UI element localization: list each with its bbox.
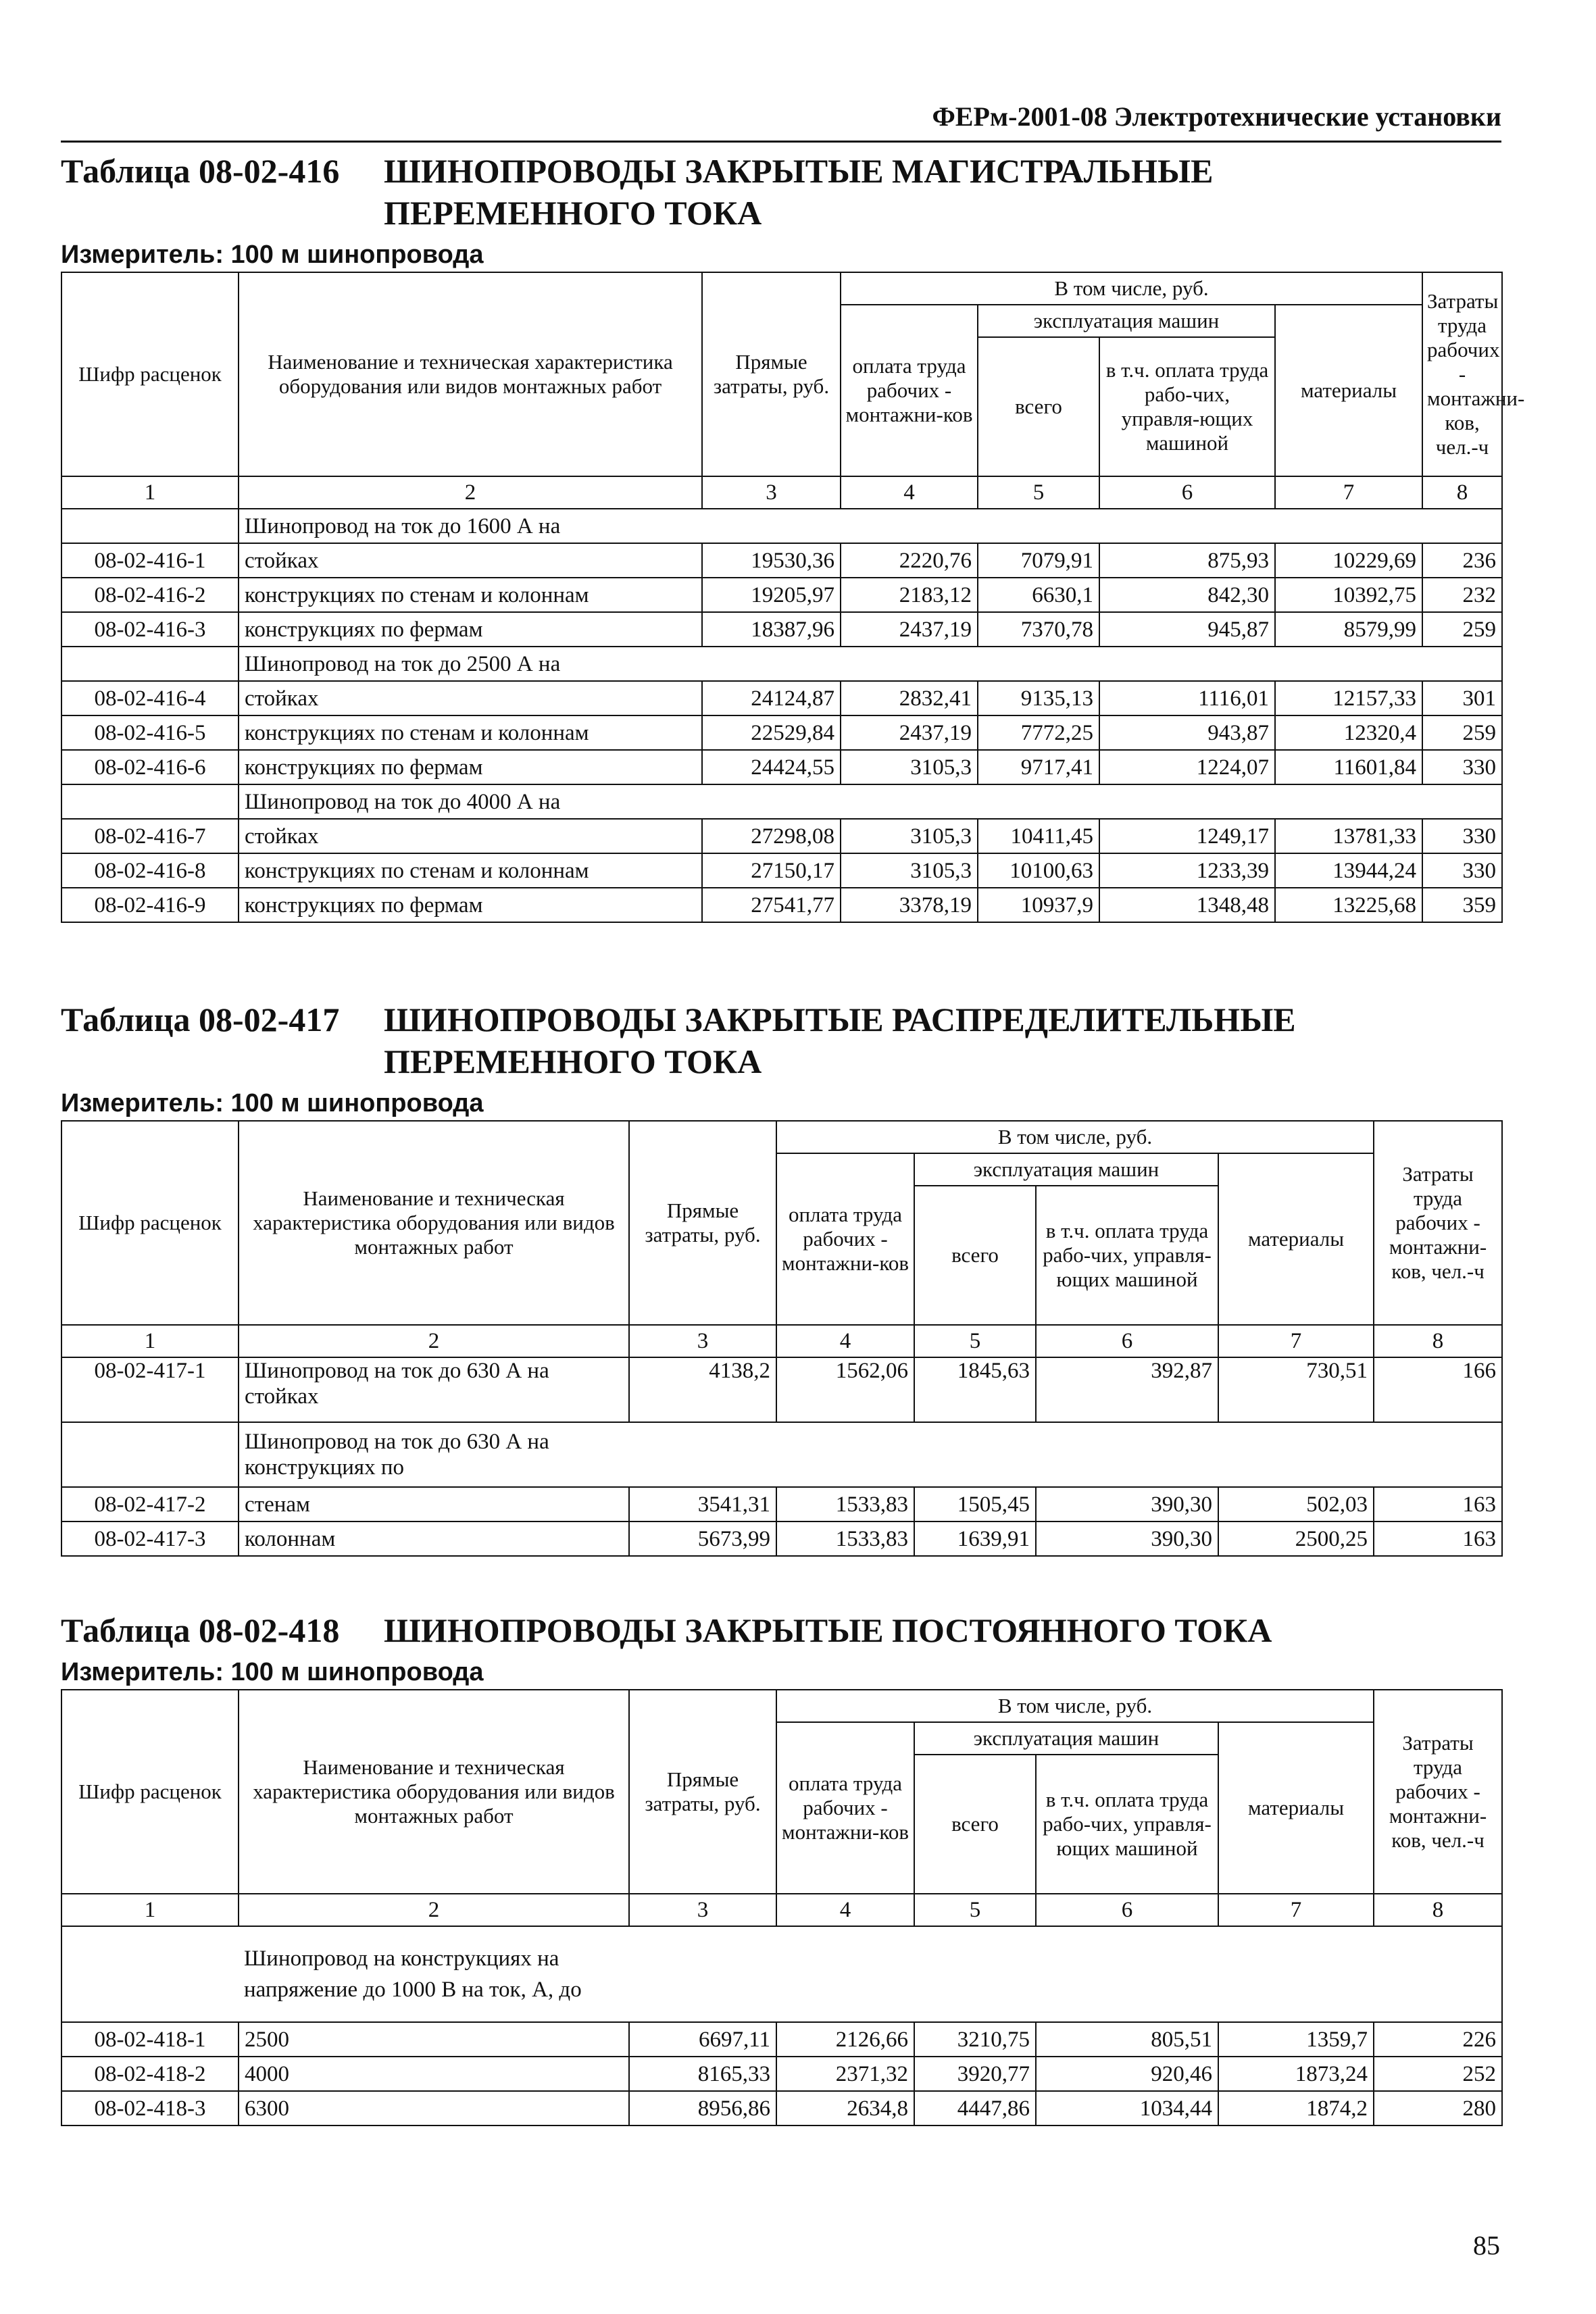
- col-header-drivers: в т.ч. оплата труда рабо-чих, управля-ющих машиной: [1036, 1755, 1218, 1894]
- cell-name: стенам: [239, 1487, 629, 1521]
- cell-hours: 166: [1374, 1357, 1502, 1422]
- table-meter: Измеритель: 100 м шинопровода: [61, 1658, 484, 1686]
- cell-machines: 9135,13: [978, 681, 1099, 715]
- cell-drivers: 1249,17: [1099, 819, 1275, 853]
- cell-hours: 252: [1374, 2057, 1502, 2091]
- table-name: ШИНОПРОВОДЫ ЗАКРЫТЫЕ МАГИСТРАЛЬНЫЕ ПЕРЕМЕННОГО ТОКА: [384, 152, 1214, 232]
- col-header-including: В том числе, руб.: [776, 1121, 1374, 1153]
- col-number: 6: [1099, 476, 1275, 509]
- cell-materials: 730,51: [1218, 1357, 1374, 1422]
- group-label: Шинопровод на конструкциях на напряжение до 1000 В на ток, А, до: [239, 1926, 629, 2022]
- table-row: [61, 1357, 1502, 1422]
- cell-direct: 24124,87: [702, 681, 841, 715]
- cell-machines: 7370,78: [978, 612, 1099, 647]
- cell-labor: 2126,66: [776, 2022, 914, 2057]
- cell-name: конструкциях по стенам и колоннам: [239, 578, 702, 612]
- table-row: [61, 888, 1502, 922]
- cell-machines: 10411,45: [978, 819, 1099, 853]
- table-name: ШИНОПРОВОДЫ ЗАКРЫТЫЕ РАСПРЕДЕЛИТЕЛЬНЫЕ ПЕРЕМЕННОГО ТОКА: [384, 1001, 1296, 1080]
- col-number: 8: [1374, 1325, 1502, 1357]
- group-row: [61, 647, 1502, 681]
- cell-drivers: 875,93: [1099, 543, 1275, 578]
- col-header-materials: материалы: [1275, 305, 1422, 476]
- table-row: [61, 1487, 1502, 1521]
- col-header-direct: Прямые затраты, руб.: [629, 1690, 776, 1894]
- cell-materials: 502,03: [1218, 1487, 1374, 1521]
- cell-hours: 163: [1374, 1487, 1502, 1521]
- col-header-code: Шифр расценок: [61, 1121, 239, 1325]
- col-header-hours: Затраты труда рабочих - монтажни-ков, чел.-ч: [1374, 1121, 1502, 1325]
- col-header-drivers: в т.ч. оплата труда рабо-чих, управля-ющих машиной: [1036, 1186, 1218, 1325]
- cell-hours: 259: [1422, 612, 1502, 647]
- col-header-machines: эксплуатация машин: [978, 305, 1275, 337]
- group-label: Шинопровод на ток до 4000 А на: [239, 784, 1502, 819]
- table-row: [61, 2091, 1502, 2126]
- col-header-name: Наименование и техническая характеристика оборудования или видов монтажных работ: [239, 272, 702, 476]
- cell-name: колоннам: [239, 1521, 629, 1556]
- cell-hours: 280: [1374, 2091, 1502, 2126]
- cell-hours: 330: [1422, 853, 1502, 888]
- cell-machines: 9717,41: [978, 750, 1099, 784]
- col-number: 3: [629, 1325, 776, 1357]
- cell-drivers: 943,87: [1099, 715, 1275, 750]
- cell-name: стойках: [239, 543, 702, 578]
- cell-drivers: 842,30: [1099, 578, 1275, 612]
- cell-name: Шинопровод на ток до 630 А на стойках: [239, 1357, 629, 1422]
- cell-name: 2500: [239, 2022, 629, 2057]
- col-header-code: Шифр расценок: [61, 272, 239, 476]
- col-number: 4: [776, 1894, 914, 1926]
- group-row: [61, 1422, 1502, 1487]
- cell-code: 08-02-417-1: [61, 1357, 239, 1422]
- table-row: [61, 819, 1502, 853]
- cell-machines: 10100,63: [978, 853, 1099, 888]
- col-number: 2: [239, 476, 702, 509]
- cell-direct: 18387,96: [702, 612, 841, 647]
- cell-materials: 12320,4: [1275, 715, 1422, 750]
- cell-hours: 236: [1422, 543, 1502, 578]
- cell-direct: 6697,11: [629, 2022, 776, 2057]
- col-number: 1: [61, 476, 239, 509]
- cell-direct: 3541,31: [629, 1487, 776, 1521]
- col-header-labor: оплата труда рабочих - монтажни-ков: [776, 1722, 914, 1894]
- table-code: Таблица 08-02-418: [61, 1611, 340, 1649]
- table-section-416: [61, 150, 1525, 923]
- col-header-including: В том числе, руб.: [776, 1690, 1374, 1722]
- table-section-418: [61, 1609, 1501, 2126]
- cell-materials: 1873,24: [1218, 2057, 1374, 2091]
- cell-name: 4000: [239, 2057, 629, 2091]
- cell-hours: 359: [1422, 888, 1502, 922]
- cell-direct: 5673,99: [629, 1521, 776, 1556]
- cell-materials: 13944,24: [1275, 853, 1422, 888]
- cell-code: 08-02-418-2: [61, 2057, 239, 2091]
- cell-materials: 8579,99: [1275, 612, 1422, 647]
- table-title: [61, 999, 1501, 1088]
- col-number: 8: [1422, 476, 1502, 509]
- group-row: [61, 509, 1502, 543]
- cell-hours: 330: [1422, 750, 1502, 784]
- table-title: [61, 1609, 1501, 1657]
- page-number: 85: [1473, 2230, 1500, 2261]
- cell-direct: 27541,77: [702, 888, 841, 922]
- table-meter: Измеритель: 100 м шинопровода: [61, 1089, 484, 1117]
- table-row: [61, 2022, 1502, 2057]
- cell-name: конструкциях по фермам: [239, 612, 702, 647]
- col-header-direct: Прямые затраты, руб.: [702, 272, 841, 476]
- col-number: 4: [776, 1325, 914, 1357]
- cell-materials: 12157,33: [1275, 681, 1422, 715]
- cell-code: 08-02-416-1: [61, 543, 239, 578]
- cell-drivers: 1034,44: [1036, 2091, 1218, 2126]
- col-header-hours: Затраты труда рабочих - монтажни-ков, чел.-ч: [1374, 1690, 1502, 1894]
- col-number: 8: [1374, 1894, 1502, 1926]
- col-number: 7: [1218, 1325, 1374, 1357]
- group-row: [61, 784, 1502, 819]
- col-number: 3: [702, 476, 841, 509]
- cell-labor: 2832,41: [841, 681, 978, 715]
- col-number: 5: [914, 1894, 1036, 1926]
- col-number: 7: [1275, 476, 1422, 509]
- cell-drivers: 805,51: [1036, 2022, 1218, 2057]
- cell-drivers: 390,30: [1036, 1521, 1218, 1556]
- table-row: [61, 1521, 1502, 1556]
- cell-labor: 3105,3: [841, 853, 978, 888]
- col-number: 4: [841, 476, 978, 509]
- cell-code: 08-02-416-4: [61, 681, 239, 715]
- cell-name: конструкциях по фермам: [239, 750, 702, 784]
- col-number: 2: [239, 1894, 629, 1926]
- table-row: [61, 750, 1502, 784]
- cell-labor: 3105,3: [841, 819, 978, 853]
- cell-code: 08-02-416-9: [61, 888, 239, 922]
- col-header-code: Шифр расценок: [61, 1690, 239, 1894]
- cell-materials: 1359,7: [1218, 2022, 1374, 2057]
- cell-direct: 27150,17: [702, 853, 841, 888]
- cell-labor: 2437,19: [841, 612, 978, 647]
- cell-direct: 19530,36: [702, 543, 841, 578]
- cell-direct: 22529,84: [702, 715, 841, 750]
- cell-code: 08-02-416-8: [61, 853, 239, 888]
- cell-hours: 226: [1374, 2022, 1502, 2057]
- cell-name: стойках: [239, 819, 702, 853]
- cell-drivers: 390,30: [1036, 1487, 1218, 1521]
- cell-machines: 6630,1: [978, 578, 1099, 612]
- table-row: [61, 853, 1502, 888]
- group-label: Шинопровод на ток до 630 А на конструкциях по: [239, 1422, 629, 1487]
- cell-drivers: 1224,07: [1099, 750, 1275, 784]
- col-number: 3: [629, 1894, 776, 1926]
- cell-code: 08-02-417-2: [61, 1487, 239, 1521]
- cell-drivers: 945,87: [1099, 612, 1275, 647]
- cell-labor: 2634,8: [776, 2091, 914, 2126]
- table-row: [61, 715, 1502, 750]
- running-header: ФЕРм-2001-08 Электротехнические установки: [61, 93, 1501, 143]
- cell-direct: 24424,55: [702, 750, 841, 784]
- cell-drivers: 1348,48: [1099, 888, 1275, 922]
- col-number: 1: [61, 1894, 239, 1926]
- table-code: Таблица 08-02-416: [61, 152, 340, 190]
- table-row: [61, 2057, 1502, 2091]
- rate-table-416: [61, 272, 1525, 923]
- cell-machines: 1639,91: [914, 1521, 1036, 1556]
- col-number: 7: [1218, 1894, 1374, 1926]
- cell-machines: 3920,77: [914, 2057, 1036, 2091]
- cell-code: 08-02-418-3: [61, 2091, 239, 2126]
- table-meter: Измеритель: 100 м шинопровода: [61, 241, 484, 269]
- cell-labor: 2437,19: [841, 715, 978, 750]
- cell-machines: 4447,86: [914, 2091, 1036, 2126]
- cell-name: стойках: [239, 681, 702, 715]
- table-row: [61, 578, 1502, 612]
- cell-name: конструкциях по стенам и колоннам: [239, 715, 702, 750]
- col-header-total: всего: [914, 1186, 1036, 1325]
- cell-machines: 7079,91: [978, 543, 1099, 578]
- col-number: 5: [978, 476, 1099, 509]
- table-row: [61, 612, 1502, 647]
- group-label: Шинопровод на ток до 2500 А на: [239, 647, 1502, 681]
- col-number: 6: [1036, 1325, 1218, 1357]
- col-header-machines: эксплуатация машин: [914, 1153, 1218, 1186]
- cell-materials: 13225,68: [1275, 888, 1422, 922]
- cell-name: 6300: [239, 2091, 629, 2126]
- cell-machines: 10937,9: [978, 888, 1099, 922]
- rate-table-418: [61, 1689, 1503, 2126]
- cell-hours: 232: [1422, 578, 1502, 612]
- cell-machines: 1845,63: [914, 1357, 1036, 1422]
- cell-code: 08-02-418-1: [61, 2022, 239, 2057]
- cell-machines: 1505,45: [914, 1487, 1036, 1521]
- cell-drivers: 1233,39: [1099, 853, 1275, 888]
- col-header-drivers: в т.ч. оплата труда рабо-чих, управля-ющих машиной: [1099, 337, 1275, 476]
- cell-name: конструкциях по стенам и колоннам: [239, 853, 702, 888]
- col-header-direct: Прямые затраты, руб.: [629, 1121, 776, 1325]
- cell-code: 08-02-416-7: [61, 819, 239, 853]
- cell-hours: 259: [1422, 715, 1502, 750]
- col-header-hours: Затраты труда рабочих - монтажни-ков, чел.-ч: [1422, 272, 1502, 476]
- cell-labor: 1533,83: [776, 1521, 914, 1556]
- cell-code: 08-02-417-3: [61, 1521, 239, 1556]
- cell-materials: 10229,69: [1275, 543, 1422, 578]
- cell-labor: 1533,83: [776, 1487, 914, 1521]
- cell-direct: 27298,08: [702, 819, 841, 853]
- cell-direct: 8956,86: [629, 2091, 776, 2126]
- table-title: [61, 150, 1501, 239]
- cell-direct: 19205,97: [702, 578, 841, 612]
- cell-labor: 2371,32: [776, 2057, 914, 2091]
- col-header-labor: оплата труда рабочих - монтажни-ков: [776, 1153, 914, 1325]
- cell-direct: 8165,33: [629, 2057, 776, 2091]
- cell-drivers: 392,87: [1036, 1357, 1218, 1422]
- col-header-name: Наименование и техническая характеристика оборудования или видов монтажных работ: [239, 1121, 629, 1325]
- cell-code: 08-02-416-6: [61, 750, 239, 784]
- table-row: [61, 681, 1502, 715]
- rate-table-417: [61, 1120, 1503, 1557]
- col-header-materials: материалы: [1218, 1722, 1374, 1894]
- col-number: 1: [61, 1325, 239, 1357]
- cell-hours: 301: [1422, 681, 1502, 715]
- cell-drivers: 920,46: [1036, 2057, 1218, 2091]
- cell-name: конструкциях по фермам: [239, 888, 702, 922]
- table-name: ШИНОПРОВОДЫ ЗАКРЫТЫЕ ПОСТОЯННОГО ТОКА: [384, 1611, 1272, 1649]
- cell-code: 08-02-416-5: [61, 715, 239, 750]
- col-header-labor: оплата труда рабочих - монтажни-ков: [841, 305, 978, 476]
- col-number: 2: [239, 1325, 629, 1357]
- group-label: Шинопровод на ток до 1600 А на: [239, 509, 1502, 543]
- cell-labor: 3105,3: [841, 750, 978, 784]
- col-number: 6: [1036, 1894, 1218, 1926]
- cell-materials: 2500,25: [1218, 1521, 1374, 1556]
- cell-hours: 163: [1374, 1521, 1502, 1556]
- cell-code: 08-02-416-2: [61, 578, 239, 612]
- cell-direct: 4138,2: [629, 1357, 776, 1422]
- cell-labor: 2220,76: [841, 543, 978, 578]
- cell-machines: 7772,25: [978, 715, 1099, 750]
- cell-labor: 1562,06: [776, 1357, 914, 1422]
- cell-materials: 1874,2: [1218, 2091, 1374, 2126]
- col-header-total: всего: [978, 337, 1099, 476]
- cell-drivers: 1116,01: [1099, 681, 1275, 715]
- group-row: [61, 1926, 1502, 2022]
- cell-materials: 13781,33: [1275, 819, 1422, 853]
- col-header-including: В том числе, руб.: [841, 272, 1422, 305]
- table-row: [61, 543, 1502, 578]
- cell-labor: 2183,12: [841, 578, 978, 612]
- col-header-total: всего: [914, 1755, 1036, 1894]
- cell-materials: 10392,75: [1275, 578, 1422, 612]
- cell-labor: 3378,19: [841, 888, 978, 922]
- table-code: Таблица 08-02-417: [61, 1001, 340, 1038]
- cell-code: 08-02-416-3: [61, 612, 239, 647]
- cell-hours: 330: [1422, 819, 1502, 853]
- col-header-name: Наименование и техническая характеристика оборудования или видов монтажных работ: [239, 1690, 629, 1894]
- col-header-machines: эксплуатация машин: [914, 1722, 1218, 1755]
- table-section-417: [61, 999, 1501, 1557]
- col-number: 5: [914, 1325, 1036, 1357]
- cell-machines: 3210,75: [914, 2022, 1036, 2057]
- col-header-materials: материалы: [1218, 1153, 1374, 1325]
- cell-materials: 11601,84: [1275, 750, 1422, 784]
